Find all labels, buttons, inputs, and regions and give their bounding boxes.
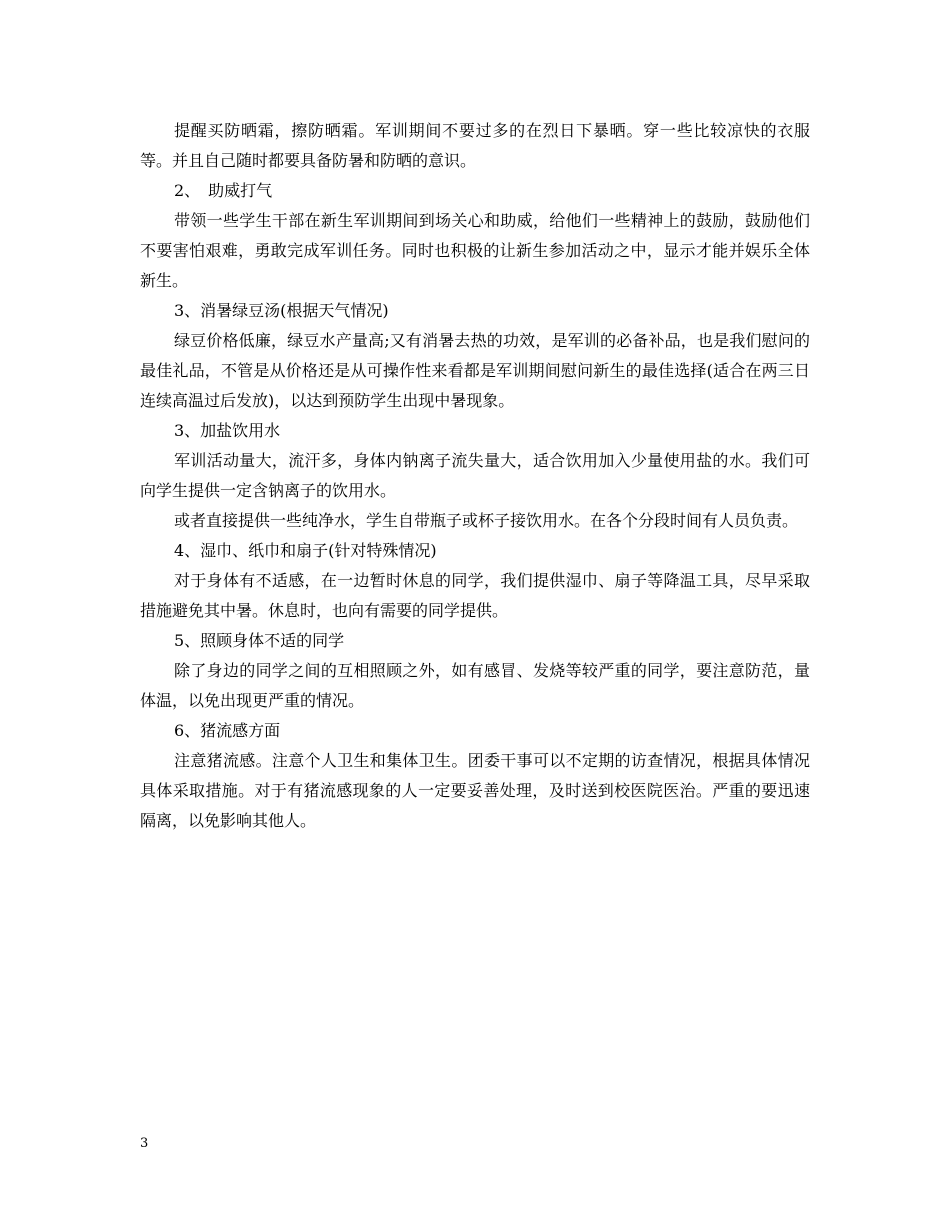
paragraph-pure-water: 或者直接提供一些纯净水，学生自带瓶子或杯子接饮用水。在各个分段时间有人员负责。 <box>174 511 799 530</box>
document-body <box>140 116 810 836</box>
paragraph-cheering: 带领一些学生干部在新生军训期间到场关心和助威，给他们一些精神上的鼓励，鼓励他们不要害怕艰难，勇敢完成军训任务。同时也积极的让新生参加活动之中，显示才能并娱乐全体新生。 <box>140 211 810 290</box>
paragraph-wipes-fans: 对于身体有不适感，在一边暂时休息的同学，我们提供湿巾、扇子等降温工具，尽早采取措施避免其中暑。休息时，也向有需要的同学提供。 <box>140 571 810 620</box>
paragraph-unwell-students: 除了身边的同学之间的互相照顾之外，如有感冒、发烧等较严重的同学，要注意防范，量体温，以免出现更严重的情况。 <box>140 661 810 710</box>
paragraph-swine-flu: 注意猪流感。注意个人卫生和集体卫生。团委干事可以不定期的访查情况，根据具体情况具体采取措施。对于有猪流感现象的人一定要妥善处理，及时送到校医院医治。严重的要迅速隔离，以免影响其他人。 <box>140 751 810 830</box>
paragraph-mung-bean-soup: 绿豆价格低廉，绿豆水产量高;又有消暑去热的功效，是军训的必备补品，也是我们慰问的最佳礼品，不管是从价格还是从可操作性来看都是军训期间慰问新生的最佳选择(适合在两三日连续高温过后发放)，以达到预防学生出现中暑现象。 <box>140 331 810 410</box>
section-heading-salt-water: 3、加盐饮用水 <box>174 421 281 440</box>
section-heading-wipes-fans: 4、湿巾、纸巾和扇子(针对特殊情况) <box>174 541 437 560</box>
section-heading-swine-flu: 6、猪流感方面 <box>174 721 281 740</box>
section-heading-unwell-students: 5、照顾身体不适的同学 <box>174 631 345 650</box>
section-heading-mung-bean-soup: 3、消暑绿豆汤(根据天气情况) <box>174 301 389 320</box>
paragraph-sunscreen: 提醒买防晒霜，擦防晒霜。军训期间不要过多的在烈日下暴晒。穿一些比较凉快的衣服等。并且自己随时都要具备防暑和防晒的意识。 <box>140 121 810 170</box>
paragraph-salt-water: 军训活动量大，流汗多，身体内钠离子流失量大，适合饮用加入少量使用盐的水。我们可向学生提供一定含钠离子的饮用水。 <box>140 451 810 500</box>
page-number: 3 <box>140 1136 149 1151</box>
section-heading-cheering: 2、 助威打气 <box>174 181 273 200</box>
